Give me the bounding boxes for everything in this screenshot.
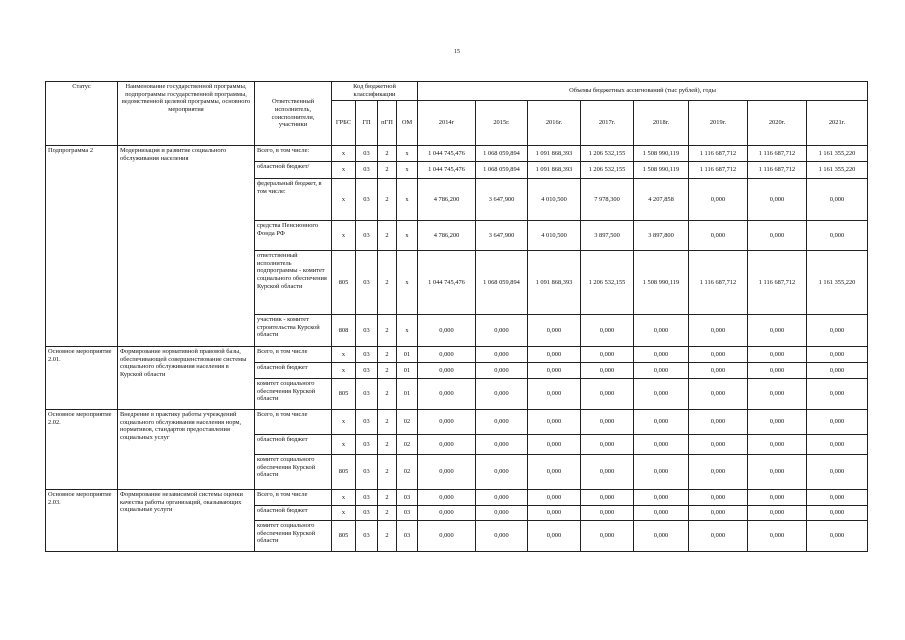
program-name-cell: Формирование независимой системы оценки качества работы организаций, оказывающих социальные услуги (118, 490, 255, 552)
amount-cell: 0,000 (748, 435, 807, 455)
amount-cell: 0,000 (689, 506, 748, 521)
code-cell-gp: 03 (356, 435, 378, 455)
amount-cell: 1 161 355,220 (807, 162, 868, 179)
amount-cell: 0,000 (418, 379, 476, 410)
amount-cell: 1 116 687,712 (748, 146, 807, 162)
amount-cell: 0,000 (528, 315, 581, 347)
code-cell-gp: 03 (356, 455, 378, 490)
code-cell-gp: 03 (356, 221, 378, 251)
amount-cell: 0,000 (634, 379, 689, 410)
amount-cell: 0,000 (689, 315, 748, 347)
header-volumes: Объемы бюджетных ассигнований (тыс рублей), годы (418, 82, 868, 101)
amount-cell: 3 897,500 (581, 221, 634, 251)
header-code-col: ОМ (397, 101, 418, 146)
code-cell-om: 03 (397, 490, 418, 506)
code-cell-pgp: 2 (378, 315, 397, 347)
code-cell-om: 02 (397, 455, 418, 490)
code-cell-grbs: x (332, 221, 356, 251)
status-cell: Основное мероприятие 2.03. (46, 490, 118, 552)
amount-cell: 0,000 (634, 490, 689, 506)
amount-cell: 7 978,300 (581, 179, 634, 221)
code-cell-om: 02 (397, 410, 418, 435)
responsible-cell: Всего, в том числе (255, 490, 332, 506)
code-cell-om: x (397, 146, 418, 162)
amount-cell: 0,000 (748, 379, 807, 410)
amount-cell: 0,000 (418, 506, 476, 521)
code-cell-gp: 03 (356, 347, 378, 363)
code-cell-pgp: 2 (378, 146, 397, 162)
responsible-cell: областной бюджет (255, 435, 332, 455)
header-code-col: ГРБС (332, 101, 356, 146)
code-cell-om: 01 (397, 347, 418, 363)
code-cell-pgp: 2 (378, 435, 397, 455)
amount-cell: 0,000 (807, 435, 868, 455)
amount-cell: 0,000 (581, 315, 634, 347)
amount-cell: 0,000 (528, 379, 581, 410)
amount-cell: 0,000 (418, 455, 476, 490)
code-cell-pgp: 2 (378, 410, 397, 435)
amount-cell: 1 116 687,712 (689, 146, 748, 162)
table-row (46, 146, 868, 162)
code-cell-gp: 03 (356, 379, 378, 410)
amount-cell: 0,000 (418, 410, 476, 435)
code-cell-pgp: 2 (378, 521, 397, 552)
code-cell-pgp: 2 (378, 455, 397, 490)
amount-cell: 4 010,500 (528, 221, 581, 251)
code-cell-grbs: x (332, 490, 356, 506)
code-cell-pgp: 2 (378, 379, 397, 410)
header-status: Статус (46, 82, 118, 146)
amount-cell: 1 206 532,155 (581, 146, 634, 162)
amount-cell: 1 161 355,220 (807, 146, 868, 162)
amount-cell: 0,000 (581, 435, 634, 455)
amount-cell: 0,000 (689, 221, 748, 251)
amount-cell: 0,000 (807, 379, 868, 410)
table-body (46, 146, 868, 552)
amount-cell: 0,000 (748, 221, 807, 251)
amount-cell: 0,000 (476, 435, 528, 455)
header-name: Наименование государственной программы, подпрограммы государственной программы, ведомственной целевой программы, основного мероприятия (118, 82, 255, 146)
amount-cell: 1 068 059,894 (476, 162, 528, 179)
status-cell: Подпрограмма 2 (46, 146, 118, 347)
code-cell-om: x (397, 221, 418, 251)
amount-cell: 0,000 (476, 506, 528, 521)
code-cell-grbs: x (332, 410, 356, 435)
code-cell-om: x (397, 179, 418, 221)
amount-cell: 0,000 (418, 521, 476, 552)
amount-cell: 0,000 (634, 315, 689, 347)
code-cell-gp: 03 (356, 146, 378, 162)
responsible-cell: областной бюджет (255, 363, 332, 379)
amount-cell: 0,000 (581, 506, 634, 521)
amount-cell: 3 647,900 (476, 221, 528, 251)
responsible-cell: ответственный исполнитель подпрограммы - комитет социального обеспечения Курской области (255, 251, 332, 315)
code-cell-grbs: x (332, 506, 356, 521)
amount-cell: 4 786,200 (418, 179, 476, 221)
amount-cell: 0,000 (748, 315, 807, 347)
amount-cell: 0,000 (528, 363, 581, 379)
code-cell-gp: 03 (356, 506, 378, 521)
amount-cell: 4 207,858 (634, 179, 689, 221)
table-row (46, 410, 868, 435)
header-year: 2017г. (581, 101, 634, 146)
header-code: Код бюджетной классификации (332, 82, 418, 101)
amount-cell: 0,000 (581, 379, 634, 410)
amount-cell: 3 897,800 (634, 221, 689, 251)
code-cell-pgp: 2 (378, 347, 397, 363)
amount-cell: 0,000 (528, 506, 581, 521)
code-cell-om: x (397, 162, 418, 179)
amount-cell: 4 010,500 (528, 179, 581, 221)
code-cell-om: x (397, 315, 418, 347)
code-cell-om: 03 (397, 521, 418, 552)
amount-cell: 0,000 (748, 179, 807, 221)
responsible-cell: Всего, в том числе (255, 347, 332, 363)
amount-cell: 0,000 (748, 490, 807, 506)
amount-cell: 0,000 (807, 179, 868, 221)
status-cell: Основное мероприятие 2.02. (46, 410, 118, 490)
budget-table (45, 81, 868, 552)
code-cell-pgp: 2 (378, 251, 397, 315)
amount-cell: 0,000 (476, 347, 528, 363)
amount-cell: 0,000 (807, 347, 868, 363)
header-responsible: Ответственный исполнитель, соисполнители, участники (255, 82, 332, 146)
amount-cell: 0,000 (807, 363, 868, 379)
amount-cell: 0,000 (418, 363, 476, 379)
code-cell-grbs: x (332, 146, 356, 162)
amount-cell: 0,000 (581, 410, 634, 435)
header-year: 2019г. (689, 101, 748, 146)
amount-cell: 0,000 (807, 521, 868, 552)
table-row (46, 347, 868, 363)
amount-cell: 1 044 745,476 (418, 162, 476, 179)
page-number: 15 (454, 49, 460, 55)
amount-cell: 0,000 (476, 521, 528, 552)
amount-cell: 0,000 (689, 455, 748, 490)
amount-cell: 0,000 (528, 490, 581, 506)
code-cell-grbs: 805 (332, 251, 356, 315)
amount-cell: 0,000 (807, 455, 868, 490)
amount-cell: 0,000 (689, 347, 748, 363)
responsible-cell: комитет социального обеспечения Курской области (255, 455, 332, 490)
status-cell: Основное мероприятие 2.01. (46, 347, 118, 410)
code-cell-om: 01 (397, 379, 418, 410)
code-cell-gp: 03 (356, 179, 378, 221)
amount-cell: 0,000 (634, 347, 689, 363)
code-cell-gp: 03 (356, 410, 378, 435)
code-cell-pgp: 2 (378, 179, 397, 221)
code-cell-om: 03 (397, 506, 418, 521)
amount-cell: 0,000 (634, 455, 689, 490)
amount-cell: 0,000 (689, 363, 748, 379)
amount-cell: 0,000 (807, 506, 868, 521)
amount-cell: 0,000 (634, 435, 689, 455)
code-cell-om: x (397, 251, 418, 315)
code-cell-om: 01 (397, 363, 418, 379)
amount-cell: 0,000 (581, 521, 634, 552)
amount-cell: 0,000 (634, 521, 689, 552)
code-cell-gp: 03 (356, 315, 378, 347)
amount-cell: 0,000 (689, 410, 748, 435)
amount-cell: 0,000 (807, 315, 868, 347)
code-cell-pgp: 2 (378, 162, 397, 179)
code-cell-gp: 03 (356, 490, 378, 506)
code-cell-grbs: x (332, 347, 356, 363)
amount-cell: 0,000 (476, 363, 528, 379)
header-year: 2018г. (634, 101, 689, 146)
amount-cell: 1 091 868,393 (528, 146, 581, 162)
amount-cell: 1 044 745,476 (418, 251, 476, 315)
amount-cell: 0,000 (748, 410, 807, 435)
code-cell-pgp: 2 (378, 506, 397, 521)
code-cell-grbs: x (332, 179, 356, 221)
header-year: 2020г. (748, 101, 807, 146)
responsible-cell: федеральный бюджет, в том числе: (255, 179, 332, 221)
amount-cell: 0,000 (528, 455, 581, 490)
amount-cell: 0,000 (476, 410, 528, 435)
code-cell-pgp: 2 (378, 363, 397, 379)
amount-cell: 1 508 990,119 (634, 162, 689, 179)
amount-cell: 0,000 (689, 521, 748, 552)
program-name-cell: Внедрение в практику работы учреждений социального обслуживания населения норм, нормативов, стандартов предоставления социальных услуг (118, 410, 255, 490)
responsible-cell: областной бюджет (255, 506, 332, 521)
amount-cell: 1 161 355,220 (807, 251, 868, 315)
amount-cell: 0,000 (807, 221, 868, 251)
amount-cell: 1 116 687,712 (689, 162, 748, 179)
header-year: 2021г. (807, 101, 868, 146)
amount-cell: 0,000 (634, 506, 689, 521)
amount-cell: 1 116 687,712 (748, 162, 807, 179)
amount-cell: 0,000 (748, 521, 807, 552)
responsible-cell: комитет социального обеспечения Курской области (255, 379, 332, 410)
code-cell-grbs: x (332, 435, 356, 455)
code-cell-gp: 03 (356, 251, 378, 315)
amount-cell: 1 508 990,119 (634, 251, 689, 315)
amount-cell: 1 116 687,712 (748, 251, 807, 315)
amount-cell: 1 044 745,476 (418, 146, 476, 162)
header-year: 2015г. (476, 101, 528, 146)
amount-cell: 0,000 (418, 347, 476, 363)
amount-cell: 0,000 (689, 490, 748, 506)
header-year: 2016г. (528, 101, 581, 146)
responsible-cell: Всего, в том числе: (255, 146, 332, 162)
code-cell-gp: 03 (356, 521, 378, 552)
program-name-cell: Формирование нормативной правовой базы, обеспечивающей совершенствование системы социального обслуживания населения в Курской области (118, 347, 255, 410)
code-cell-grbs: 805 (332, 455, 356, 490)
amount-cell: 0,000 (689, 179, 748, 221)
header-year: 2014г (418, 101, 476, 146)
amount-cell: 0,000 (418, 315, 476, 347)
amount-cell: 1 091 868,393 (528, 162, 581, 179)
code-cell-pgp: 2 (378, 221, 397, 251)
amount-cell: 3 647,900 (476, 179, 528, 221)
amount-cell: 0,000 (748, 347, 807, 363)
amount-cell: 0,000 (476, 490, 528, 506)
amount-cell: 1 068 059,894 (476, 251, 528, 315)
amount-cell: 0,000 (748, 455, 807, 490)
amount-cell: 0,000 (689, 379, 748, 410)
code-cell-om: 02 (397, 435, 418, 455)
amount-cell: 1 068 059,894 (476, 146, 528, 162)
amount-cell: 1 206 532,155 (581, 162, 634, 179)
amount-cell: 0,000 (807, 490, 868, 506)
header-code-col: ГП (356, 101, 378, 146)
code-cell-pgp: 2 (378, 490, 397, 506)
amount-cell: 1 206 532,155 (581, 251, 634, 315)
amount-cell: 0,000 (528, 347, 581, 363)
program-name-cell: Модернизация и развитие социального обслуживания населения (118, 146, 255, 347)
responsible-cell: комитет социального обеспечения Курской области (255, 521, 332, 552)
amount-cell: 0,000 (528, 435, 581, 455)
code-cell-grbs: 808 (332, 315, 356, 347)
amount-cell: 0,000 (418, 490, 476, 506)
amount-cell: 0,000 (748, 363, 807, 379)
responsible-cell: средства Пенсионного Фонда РФ (255, 221, 332, 251)
amount-cell: 0,000 (807, 410, 868, 435)
amount-cell: 0,000 (581, 455, 634, 490)
amount-cell: 0,000 (581, 347, 634, 363)
amount-cell: 1 091 868,393 (528, 251, 581, 315)
code-cell-grbs: 805 (332, 379, 356, 410)
amount-cell: 0,000 (689, 435, 748, 455)
amount-cell: 0,000 (528, 521, 581, 552)
amount-cell: 0,000 (418, 435, 476, 455)
code-cell-gp: 03 (356, 363, 378, 379)
responsible-cell: участник - комитет строительства Курской области (255, 315, 332, 347)
amount-cell: 0,000 (528, 410, 581, 435)
amount-cell: 1 508 990,119 (634, 146, 689, 162)
amount-cell: 0,000 (476, 315, 528, 347)
amount-cell: 0,000 (634, 363, 689, 379)
amount-cell: 0,000 (581, 490, 634, 506)
code-cell-grbs: 805 (332, 521, 356, 552)
code-cell-gp: 03 (356, 162, 378, 179)
amount-cell: 0,000 (634, 410, 689, 435)
code-cell-grbs: x (332, 363, 356, 379)
code-cell-grbs: x (332, 162, 356, 179)
responsible-cell: областной бюджет/ (255, 162, 332, 179)
responsible-cell: Всего, в том числе (255, 410, 332, 435)
amount-cell: 1 116 687,712 (689, 251, 748, 315)
header-code-col: пГП (378, 101, 397, 146)
amount-cell: 0,000 (476, 455, 528, 490)
table-row (46, 490, 868, 506)
amount-cell: 4 786,200 (418, 221, 476, 251)
amount-cell: 0,000 (581, 363, 634, 379)
amount-cell: 0,000 (748, 506, 807, 521)
amount-cell: 0,000 (476, 379, 528, 410)
